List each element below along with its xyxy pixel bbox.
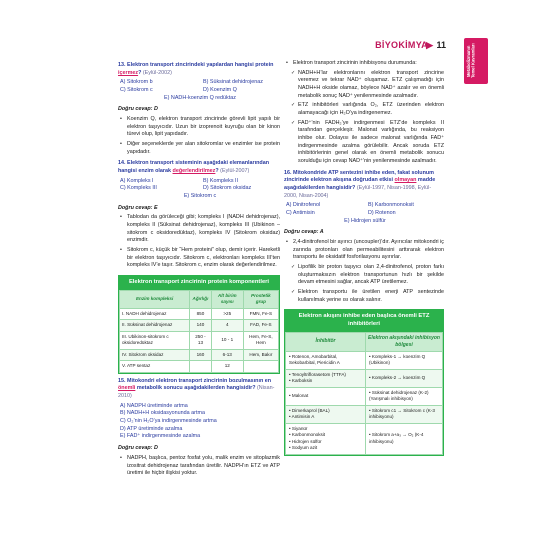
question-13-options bbox=[120, 79, 280, 102]
chapter-tab-label: Metabolizmanın Temel Kavramları bbox=[466, 43, 476, 79]
explanation-bullet: • 2,4-dinitrofenol bir ayırıcı (uncoupler)’dır. Ayırıcılar mitokondri iç zarında protonları olan permeabilitesini arttırarak elektron transportu ile oksidatif fosforilasyonu ayırırlar. bbox=[284, 239, 444, 262]
table-row bbox=[120, 308, 279, 320]
question-13-negation: içermez bbox=[118, 69, 139, 76]
table-row bbox=[286, 369, 443, 387]
table-cell: >25 bbox=[211, 308, 243, 320]
table-row bbox=[120, 349, 279, 361]
table-cell: II. Süksinat dehidrojenaz bbox=[120, 320, 190, 332]
question-16 bbox=[284, 170, 444, 201]
column-header: Elektron akışındaki inhibisyon bölgesi bbox=[366, 332, 443, 351]
option-e: E) Sitokrom c bbox=[183, 193, 217, 200]
table-cell: 140 bbox=[190, 320, 212, 332]
explanation-subbullet: ✓ NADH+H’lar elektronlarını elektron transport zincirine veremez ve tekrar NAD⁺ oluşamaz. ETZ çalışmadığı için NADH+H okside olamaz, böylece NAD⁺ azalır ve en önemli metabolik sonuç NAD⁺ yenilenmesinde azalmadır. bbox=[284, 70, 444, 101]
left-column bbox=[118, 58, 280, 478]
question-13 bbox=[118, 62, 280, 77]
table-cell: • Sitokrom c1 → Sitokrom c (K-3 inhibisyonu) bbox=[366, 405, 443, 423]
option-c: C) Antimisin bbox=[286, 210, 315, 217]
table-cell: 850 bbox=[190, 308, 212, 320]
explanation-bullet: • NADPH, başlıca, pentoz fosfat yolu, malik enzim ve sitoplazmik izositrat dehidrojenaz tarafından üretilir. NADPH’ın ETZ ve ATP üretimi ile hiçbir ilişkisi yoktur. bbox=[118, 455, 280, 478]
table-cell: • Tenoyltriflorasetom (TTFA) • Karboksin bbox=[286, 369, 366, 387]
table-cell: 12 bbox=[211, 361, 243, 373]
table-cell: • Rotenon, Amobarbital, Sekobarbital, Piericidin A bbox=[286, 351, 366, 369]
page-number: 11 bbox=[436, 40, 446, 50]
explanation-bullet: • Sitokrom c, küçük bir “Hem proteini” olup, demir içerir. Hareketli bir elektron taşıyıcıdır. Sitokrom c, elektronları kompleks III’ten kompleks IV’e taşır. Sitokrom c, enzim olarak değerlendirilmez. bbox=[118, 247, 280, 270]
column-header: Alt birim sayısı bbox=[211, 290, 243, 308]
explanation-bullet: • Tablodan da görüleceği gibi; kompleks I (NADH dehidrojenaz), kompleks II (Süksinat dehidrojenaz), kompleks III (Ubikinon – sitokrom c oksidoredüktaz), kompleks IV (Sitokrom oksidaz) enzimdir. bbox=[118, 214, 280, 245]
option-b: B) NADH+H oksidasyonunda artma bbox=[120, 410, 205, 417]
option-d: D) Rotenon bbox=[368, 210, 396, 217]
question-13-text: 13. Elektron transport zincirindeki yapılardan hangisi protein bbox=[118, 62, 274, 68]
option-e: E) Hidrojen sülfür bbox=[344, 217, 386, 224]
table-row bbox=[120, 331, 279, 349]
question-15-options bbox=[120, 403, 280, 441]
question-15 bbox=[118, 378, 280, 401]
question-15-text: 15. Mitokondri elektron transport zincirinin bozulmasının en bbox=[118, 377, 272, 384]
option-a: A) NADPH üretiminde artma bbox=[120, 402, 188, 409]
option-a: A) Kompleks I bbox=[120, 177, 154, 184]
option-e: E) NADH-koenzim Q redüktaz bbox=[164, 94, 236, 101]
answer-13: Doğru cevap: D bbox=[118, 106, 158, 113]
option-c: C) O₂’nin H₂O’ya indirgenmesinde artma bbox=[120, 418, 217, 425]
column-header: Ağırlığı bbox=[190, 290, 212, 308]
question-14-negation: değerlendirilmez bbox=[172, 168, 216, 175]
table-cell: III. Ubikinon-sitokrom c oksidoredüktaz bbox=[120, 331, 190, 349]
explanation-bullet: • Diğer seçeneklerde yer alan sitokromlar ve enzimler ise protein yapıdadır. bbox=[118, 141, 280, 156]
question-16-negation: olmayan bbox=[394, 177, 417, 184]
question-14-text: 14. Elektron transport sisteminin aşağıdaki elemanlarından hangisi enzim olarak bbox=[118, 160, 269, 175]
column-header: Enzim kompleksi bbox=[120, 290, 190, 308]
table-row bbox=[286, 351, 443, 369]
table-row bbox=[120, 320, 279, 332]
option-c: C) Kompleks III bbox=[120, 185, 157, 192]
option-b: B) Kompleks II bbox=[203, 177, 239, 184]
option-d: D) Koenzim Q bbox=[203, 87, 237, 94]
right-column bbox=[284, 58, 444, 456]
protein-components-table bbox=[118, 275, 280, 374]
option-a: A) Sitokrom b bbox=[120, 79, 153, 86]
table-cell: • Sitokrom a+a₃ → O₂ (K-4 inhibisyonu) bbox=[366, 423, 443, 454]
table-cell: 6-13 bbox=[211, 349, 243, 361]
table-cell: Hem, Fe-S, Hem bbox=[243, 331, 278, 349]
table-row bbox=[286, 405, 443, 423]
explanation-subbullet: ✓ FAD⁺’nin FADH₂’ye indirgenmesi ETZ’de kompleks II tarafından gerçekleşir. Malonat varlığında, bu reaksiyon inhibe olur. Dolayısı ile sadece malonat varlığında FAD⁺ indirgenmesinde azalma görülebilir. Ancak soruda ETZ inhibitörlerinin genel olarak en önemli metabolik sonucu sorulduğu için cevap NAD⁺’nin yenilenmesinde azalmadır. bbox=[284, 120, 444, 166]
header-arrow-icon: ▶ bbox=[426, 40, 433, 50]
etz-inhibitors-table bbox=[284, 309, 444, 455]
option-b: B) Süksinat dehidrojenaz bbox=[203, 79, 263, 86]
table-cell: • Dimerkaprol (BAL) • Antimisin A bbox=[286, 405, 366, 423]
question-14-source: (Eylül-2007) bbox=[220, 168, 250, 175]
table-cell: • Süksinat dehidrojenaz (K-2) (Yarışmalı inhibisyon) bbox=[366, 387, 443, 405]
explanation-subbullet: ✓ Elektron transportu ile üretilen enerji ATP sentezinde kullanılmak yerine ısı olarak salınır. bbox=[284, 289, 444, 304]
table-title: Elektron transport zincirinin protein komponentleri bbox=[119, 276, 279, 290]
question-14 bbox=[118, 160, 280, 175]
table-cell: • Siyanür • Karbonmonoksit • Hidrojen sülfür • Sodyum azit bbox=[286, 423, 366, 454]
table-cell: 10 - 1 bbox=[211, 331, 243, 349]
header-title: BİYOKİMYA bbox=[375, 40, 428, 50]
question-15-source: (Nisan-2010) bbox=[118, 385, 275, 400]
explanation-bullet: • Elektron transport zincirinin inhibisyonu durumunda: bbox=[284, 60, 444, 68]
question-15-emphasis: önemli bbox=[118, 385, 136, 392]
explanation-subbullet: ✓ Lipofilik bir proton taşıyıcı olan 2,4-dinitrofenol, proton farkı oluşturmaksızın elektron transportunun hızlı bir şekilde devam etmesini sağlar, ancak ATP üretilemez. bbox=[284, 264, 444, 287]
question-16-text: 16. Mitokondride ATP sentezini inhibe eden, fakat solunum zincirinde elektron akışına doğrudan etkisi bbox=[284, 169, 434, 184]
option-b: B) Karbonmonoksit bbox=[368, 202, 414, 209]
question-13-source: (Eylül-2002) bbox=[142, 69, 172, 76]
explanation-bullet: • Koenzim Q, elektron transport zincirinde görevli lipit yapılı bir elektron taşıyıcıdır. Uzun bir izoprenoit kuyruğu olan bir kinon türevi olup, lipit yapıdadır. bbox=[118, 116, 280, 139]
option-d: D) Sitokrom oksidaz bbox=[203, 185, 252, 192]
answer-16: Doğru cevap: A bbox=[284, 229, 324, 236]
column-header: İnhibitör bbox=[286, 332, 366, 351]
table-cell bbox=[243, 361, 278, 373]
table-cell: Hem, Bakır bbox=[243, 349, 278, 361]
option-e: E) FAD⁺ indirgenmesinde azalma bbox=[120, 433, 201, 440]
table-cell bbox=[190, 361, 212, 373]
question-16-tail: madde aşağıdakilerden hangisidir? bbox=[284, 177, 436, 192]
table-cell: I. NADH dehidrojenaz bbox=[120, 308, 190, 320]
table-cell: 250 - 13 bbox=[190, 331, 212, 349]
option-c: C) Sitokrom c bbox=[120, 87, 153, 94]
table-cell: IV. Sitokrom oksidaz bbox=[120, 349, 190, 361]
chapter-tab bbox=[464, 38, 488, 84]
table-row bbox=[286, 387, 443, 405]
question-16-source: (Eylül-1997, Nisan-1998, Eylül-2000, Nisan-2004) bbox=[284, 185, 432, 199]
question-14-options bbox=[120, 178, 280, 201]
question-15-tail: metabolik sonucu aşağıdakilerden hangisidir? bbox=[135, 385, 256, 392]
table-cell: 160 bbox=[190, 349, 212, 361]
option-d: D) ATP üretiminde azalma bbox=[120, 425, 183, 432]
table-title: Elektron akışını inhibe eden başlıca önemli ETZ inhibitörleri bbox=[285, 310, 443, 331]
table-cell: • Malonat bbox=[286, 387, 366, 405]
table-cell: • Kompleks-2 → koenzim Q bbox=[366, 369, 443, 387]
table-cell: FAD, Fe-S bbox=[243, 320, 278, 332]
table-row bbox=[120, 361, 279, 373]
explanation-subbullet: ✓ ETZ inhibitörleri varlığında O₂, ETZ üzerinden elektron alamayacağı için H₂O’ya indirgenemez. bbox=[284, 102, 444, 117]
table-cell: 4 bbox=[211, 320, 243, 332]
table-cell: FMN, Fe-S bbox=[243, 308, 278, 320]
option-a: A) Dinitrofenol bbox=[286, 202, 321, 209]
question-16-options bbox=[286, 202, 444, 225]
question-13-tail: ? bbox=[138, 69, 142, 76]
table-row bbox=[286, 423, 443, 454]
table-cell: • Kompleks-1 → koenzim Q (Ubikinon) bbox=[366, 351, 443, 369]
answer-14: Doğru cevap: E bbox=[118, 204, 158, 211]
question-14-tail: ? bbox=[215, 168, 219, 175]
table-cell: V. ATP sentaz bbox=[120, 361, 190, 373]
column-header: Prostetik grup bbox=[243, 290, 278, 308]
answer-15: Doğru cevap: D bbox=[118, 445, 158, 452]
